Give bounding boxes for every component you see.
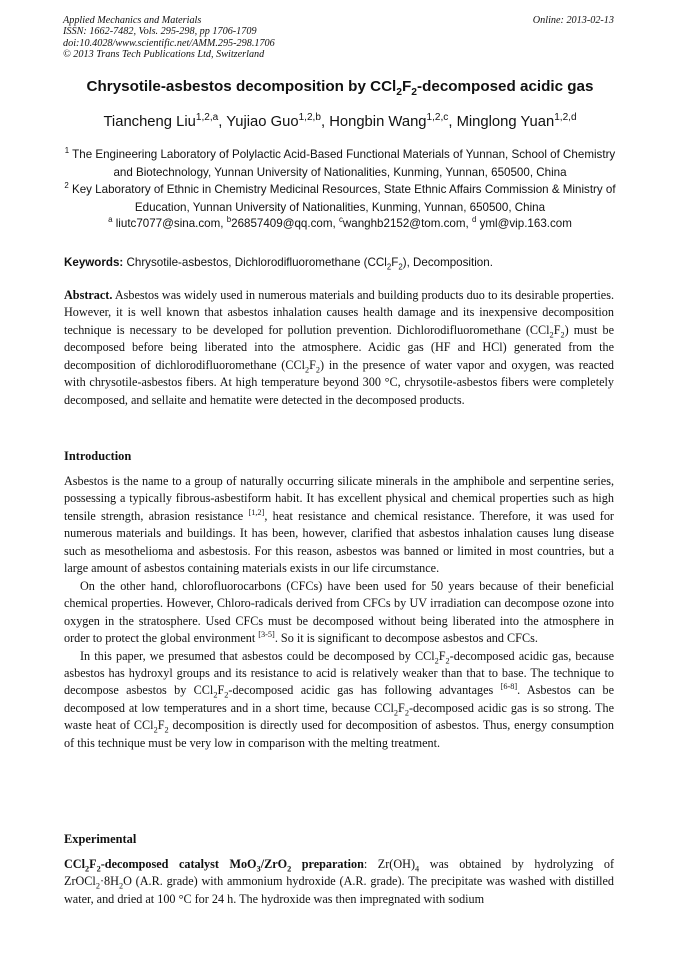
introduction-body [64, 473, 614, 752]
abstract-label: Abstract. [64, 288, 113, 302]
online-date: Online: 2013-02-13 [532, 15, 614, 26]
journal-doi: doi:10.4028/www.scientific.net/AMM.295-298.1706 [63, 37, 275, 49]
keywords-label: Keywords: [64, 256, 124, 269]
abstract: Abstract. Asbestos was widely used in numerous materials and building products duo to its desirable properties. However, it is well known that asbestos inhalation causes health damage and its inexpensive decomposition technique is necessary to be developed for pollution prevention. Dichlorodifluoromethane $(CCl_2F_2)$ must be decomposed before being liberated into the atmosphere. Acidic gas (HF and HCl) generated from the decomposition of dichlorodifluoromethane $(CCl_2F_2)$ in the presence of water vapor and oxygen, was reacted with chrysotile-asbestos fibers. At high temperature beyond 300 °C, chrysotile-asbestos fibers were completely decomposed, and sellaite and hematite were detected in the decomposed products. [64, 288, 615, 407]
journal-name: Applied Mechanics and Materials [63, 15, 202, 26]
subsection-title: $CCl_2F_2$-decomposed catalyst MoO$_3$/ZrO$_2$ preparation [64, 857, 364, 874]
journal-issn: ISSN: 1662-7482, Vols. 295-298, pp 1706-1709 [63, 26, 257, 38]
paragraph: $CCl_2F_2$-decomposed catalyst MoO$_3$/ZrO$_2$ preparation: $Zr(OH)_4$ was obtained by hydrolyzing of $ZrOCl_2\cdot 8H_2O$ (A.R. grade) with ammonium hydroxide (A.R. grade). The precipitate was washed with distilled water, and dried at 100 °C for 24 h. The hydroxide was then impregnated with sodium [64, 857, 615, 906]
author-name: Hongbin Wang [329, 114, 427, 130]
experimental-body [64, 856, 614, 908]
introduction-heading: Introduction [64, 449, 132, 463]
author-name: Minglong Yuan [456, 114, 555, 130]
paragraph: Asbestos is the name to a group of naturally occurring silicate minerals in the amphibole and serpentine series, possessing a typically fibrous-asbestiform habit. It has excellent physical and chemical properties such as high tensile strength, abrasion resistance [1,2], heat resistance and chemical resistance. Therefore, it was used for numerous materials and buildings. It has been, however, clarified that asbestos inhalation causes lung disease such as mesothelioma and asbestosis. For this reason, asbestos was banned or limited in most countries, but a large amount of asbestos containing materials exists in our life circumstance. [64, 474, 614, 576]
paragraph: In this paper, we presumed that asbestos could be decomposed by $CCl_2F_2$-decomposed acidic gas, because asbestos has hydroxyl groups and its resistance to acid is relatively weaker than that to base. The technique to decompose asbestos by $CCl_2F_2$-decomposed acidic gas has following advantages [6-8]. Asbestos can be decomposed at low temperatures and in a short time, because $CCl_2F_2$-decomposed acidic gas is so strong. The waste heat of $CCl_2F_2$ decomposition is directly used for decomposition of asbestos. Thus, energy consumption of this technique must be very low in comparison with the melting treatment. [64, 648, 615, 750]
journal-copyright: © 2013 Trans Tech Publications Ltd, Switzerland [63, 49, 265, 61]
paragraph: On the other hand, chlorofluorocarbons (CFCs) have been used for 50 years because of their beneficial chemical properties. However, Chloro-radicals derived from CFCs by UV irradiation can decompose ozone into oxygen in the stratosphere. Used CFCs must be decomposed without being liberated into the atmosphere in order to protect the global environment [3-5]. So it is significant to decompose asbestos and CFCs. [64, 578, 614, 646]
paper-title: Chrysotile-asbestos decomposition by $CCl_2F_2$-decomposed acidic gas [86, 78, 594, 99]
author-name: Tiancheng Liu [103, 114, 196, 130]
author-emails: $^a$ liutc7077@sina.com, $^b$26857409@qq.com, $^c$wanghb2152@tom.com, $^d$ yml@vip.163.com [108, 215, 572, 230]
author-list: Tiancheng Liu$^{1,2,a}$, Yujiao Guo$^{1,2,b}$, Hongbin Wang$^{1,2,c}$, Minglong Yuan$^{1,2,d}$ [103, 112, 577, 130]
affiliation-1: $^1$ The Engineering Laboratory of Polylactic Acid-Based Functional Materials of Yunnan, School of Chemistry and Biotechnology, Yunnan University of Nationalities, Kunming, Yunnan, 650500, China [64, 146, 616, 179]
affiliation-2: $^2$ Key Laboratory of Ethnic in Chemistry Medicinal Resources, State Ethnic Affairs Commission & Ministry of Education, Yunnan University of Nationalities, Kunming, Yunnan, 650500, China [64, 181, 616, 214]
journal-header [63, 15, 275, 61]
experimental-heading: Experimental [64, 832, 137, 846]
author-name: Yujiao Guo [226, 114, 299, 130]
keywords: Keywords: Chrysotile-asbestos, Dichlorodifluoromethane $(CCl_2F_2)$, Decomposition. [64, 256, 493, 272]
